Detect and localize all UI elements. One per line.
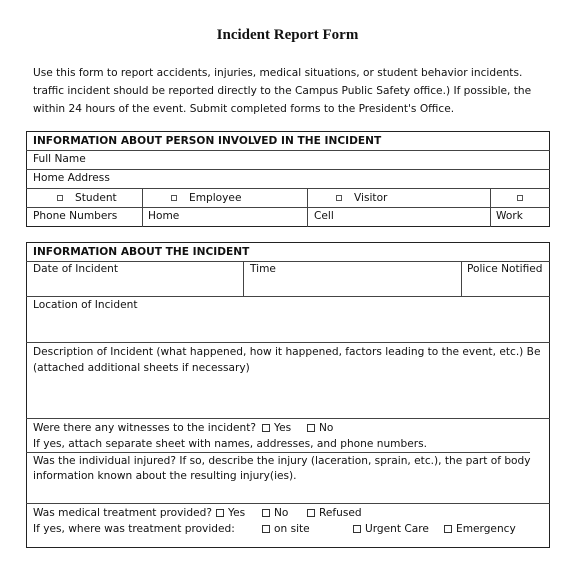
description-label-1: Description of Incident (what happened, how it happened, factors leading to the event, etc.) Be xyxy=(33,346,541,358)
description-label-2: (attached additional sheets if necessary) xyxy=(33,362,250,374)
employee-option[interactable] xyxy=(171,192,241,205)
witnesses-note: If yes, attach separate sheet with names, addresses, and phone numbers. xyxy=(33,438,427,450)
medical-refused-label: Refused xyxy=(319,507,362,519)
witnesses-no-option[interactable] xyxy=(307,422,333,435)
employee-label: Employee xyxy=(189,192,242,204)
visitor-option[interactable] xyxy=(336,192,387,205)
employee-checkbox[interactable] xyxy=(171,195,177,201)
visitor-label: Visitor xyxy=(354,192,388,204)
medical-yes-checkbox[interactable] xyxy=(216,509,224,517)
medical-yes-option[interactable] xyxy=(216,507,245,520)
other-checkbox[interactable] xyxy=(517,195,523,201)
visitor-checkbox[interactable] xyxy=(336,195,342,201)
form-title: Incident Report Form xyxy=(216,27,359,43)
work-phone-label: Work xyxy=(496,210,523,222)
witnesses-no-checkbox[interactable] xyxy=(307,424,315,432)
date-label: Date of Incident xyxy=(33,263,118,275)
medical-yes-label: Yes xyxy=(228,507,246,519)
on-site-checkbox[interactable] xyxy=(262,525,270,533)
student-option[interactable] xyxy=(57,192,117,205)
time-label: Time xyxy=(250,263,276,275)
medical-no-checkbox[interactable] xyxy=(262,509,270,517)
witnesses-yes-checkbox[interactable] xyxy=(262,424,270,432)
injured-label-1: Was the individual injured? If so, describe the injury (laceration, sprain, etc.), the part of body xyxy=(33,455,531,467)
witnesses-question-text: Were there any witnesses to the incident? xyxy=(33,422,256,434)
urgent-care-option[interactable] xyxy=(353,523,429,536)
medical-refused-option[interactable] xyxy=(307,507,362,520)
witnesses-question xyxy=(33,422,256,435)
student-checkbox[interactable] xyxy=(57,195,63,201)
witnesses-yes-option[interactable] xyxy=(262,422,291,435)
phone-numbers-label: Phone Numbers xyxy=(33,210,118,222)
emergency-label: Emergency xyxy=(456,523,516,535)
medical-question: Was medical treatment provided? xyxy=(33,507,212,519)
witnesses-no-label: No xyxy=(319,422,334,434)
student-label: Student xyxy=(75,192,117,204)
medical-no-label: No xyxy=(274,507,289,519)
injured-label-2: information known about the resulting injury(ies). xyxy=(33,470,297,482)
location-label: Location of Incident xyxy=(33,299,138,311)
home-phone-label: Home xyxy=(148,210,180,222)
on-site-option[interactable] xyxy=(262,523,310,536)
cell-phone-label: Cell xyxy=(314,210,334,222)
full-name-label: Full Name xyxy=(33,153,86,165)
police-notified-label: Police Notified xyxy=(467,263,543,275)
urgent-care-label: Urgent Care xyxy=(365,523,429,535)
on-site-label: on site xyxy=(274,523,310,535)
urgent-care-checkbox[interactable] xyxy=(353,525,361,533)
medical-refused-checkbox[interactable] xyxy=(307,509,315,517)
person-section-header: INFORMATION ABOUT PERSON INVOLVED IN THE INCIDENT xyxy=(33,135,382,147)
where-question: If yes, where was treatment provided: xyxy=(33,523,235,535)
other-option[interactable] xyxy=(517,192,535,205)
emergency-option[interactable] xyxy=(444,523,516,536)
intro-line-1: Use this form to report accidents, injuries, medical situations, or student behavior incidents. xyxy=(33,67,523,79)
emergency-checkbox[interactable] xyxy=(444,525,452,533)
intro-line-2: traffic incident should be reported directly to the Campus Public Safety office.) If possible, the xyxy=(33,85,532,97)
intro-text xyxy=(33,64,533,118)
intro-line-3: within 24 hours of the event. Submit completed forms to the President's Office. xyxy=(33,103,455,115)
home-address-label: Home Address xyxy=(33,172,110,184)
witnesses-yes-label: Yes xyxy=(274,422,292,434)
medical-no-option[interactable] xyxy=(262,507,288,520)
incident-section-header: INFORMATION ABOUT THE INCIDENT xyxy=(33,246,250,258)
